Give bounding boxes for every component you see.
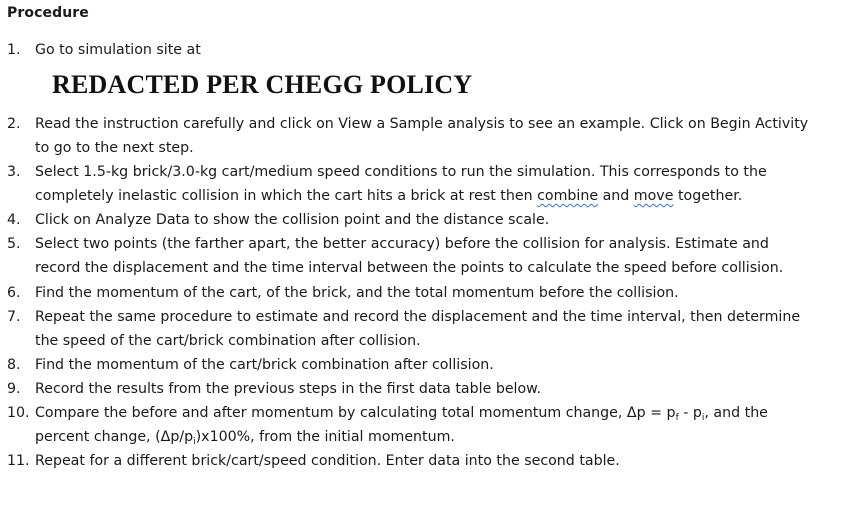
step-line-part: )x100%, from the initial momentum. [195, 429, 455, 445]
step-number: 6. [7, 285, 21, 301]
step-line-part: completely inelastic collision in which the cart hits a brick at rest then [35, 188, 538, 204]
step-text: Record the results from the previous steps in the first data table below. [35, 381, 541, 397]
step-number: 2. [7, 116, 21, 132]
step-text: Find the momentum of the cart, of the brick, and the total momentum before the collision. [35, 285, 679, 301]
step-number: 5. [7, 236, 21, 252]
step-line: Select two points (the farther apart, the better accuracy) before the collision for analysis. Estimate and [35, 236, 769, 252]
step-text [35, 305, 845, 353]
procedure-heading: Procedure [7, 5, 89, 21]
redacted-notice: REDACTED PER CHEGG POLICY [52, 70, 473, 99]
step-text: Click on Analyze Data to show the collision point and the distance scale. [35, 212, 550, 228]
step-line-part: percent change, (Δp/p [35, 429, 194, 445]
step-line-part: and [598, 188, 634, 204]
step-text [35, 232, 845, 280]
step-number: 3. [7, 164, 21, 180]
step-number: 9. [7, 381, 21, 397]
step-line: record the displacement and the time interval between the points to calculate the speed before collision. [35, 260, 784, 276]
step-number: 11. [7, 453, 30, 469]
step-number: 10. [7, 405, 30, 421]
spellcheck-underlined-word: move [633, 188, 674, 204]
step-line-part: Compare the before and after momentum by calculating total momentum change, Δp = p [35, 405, 676, 421]
step-line-part: , and the [704, 405, 768, 421]
step-line-part: together. [673, 188, 743, 204]
step-number: 4. [7, 212, 21, 228]
step-number: 1. [7, 42, 21, 58]
subscript: i [193, 437, 196, 447]
step-line: to go to the next step. [35, 140, 194, 156]
step-text [35, 401, 845, 449]
step-line: Read the instruction carefully and click on View a Sample analysis to see an example. Click on Begin Activity [35, 116, 809, 132]
step-line: the speed of the cart/brick combination after collision. [35, 333, 421, 349]
step-line: Select 1.5-kg brick/3.0-kg cart/medium speed conditions to run the simulation. This corresponds to the [35, 164, 767, 180]
step-number: 8. [7, 357, 21, 373]
step-text: Find the momentum of the cart/brick combination after collision. [35, 357, 494, 373]
subscript: i [701, 413, 705, 423]
step-line-part: - p [678, 405, 702, 421]
spellcheck-underlined-word: combine [537, 188, 599, 204]
step-number: 7. [7, 309, 21, 325]
step-line: Repeat the same procedure to estimate and record the displacement and the time interval, then determine [35, 309, 801, 325]
step-text [35, 112, 845, 160]
subscript: f [675, 413, 679, 423]
step-text [35, 160, 845, 208]
step-text: Go to simulation site at [35, 42, 201, 58]
step-text: Repeat for a different brick/cart/speed condition. Enter data into the second table. [35, 453, 620, 469]
